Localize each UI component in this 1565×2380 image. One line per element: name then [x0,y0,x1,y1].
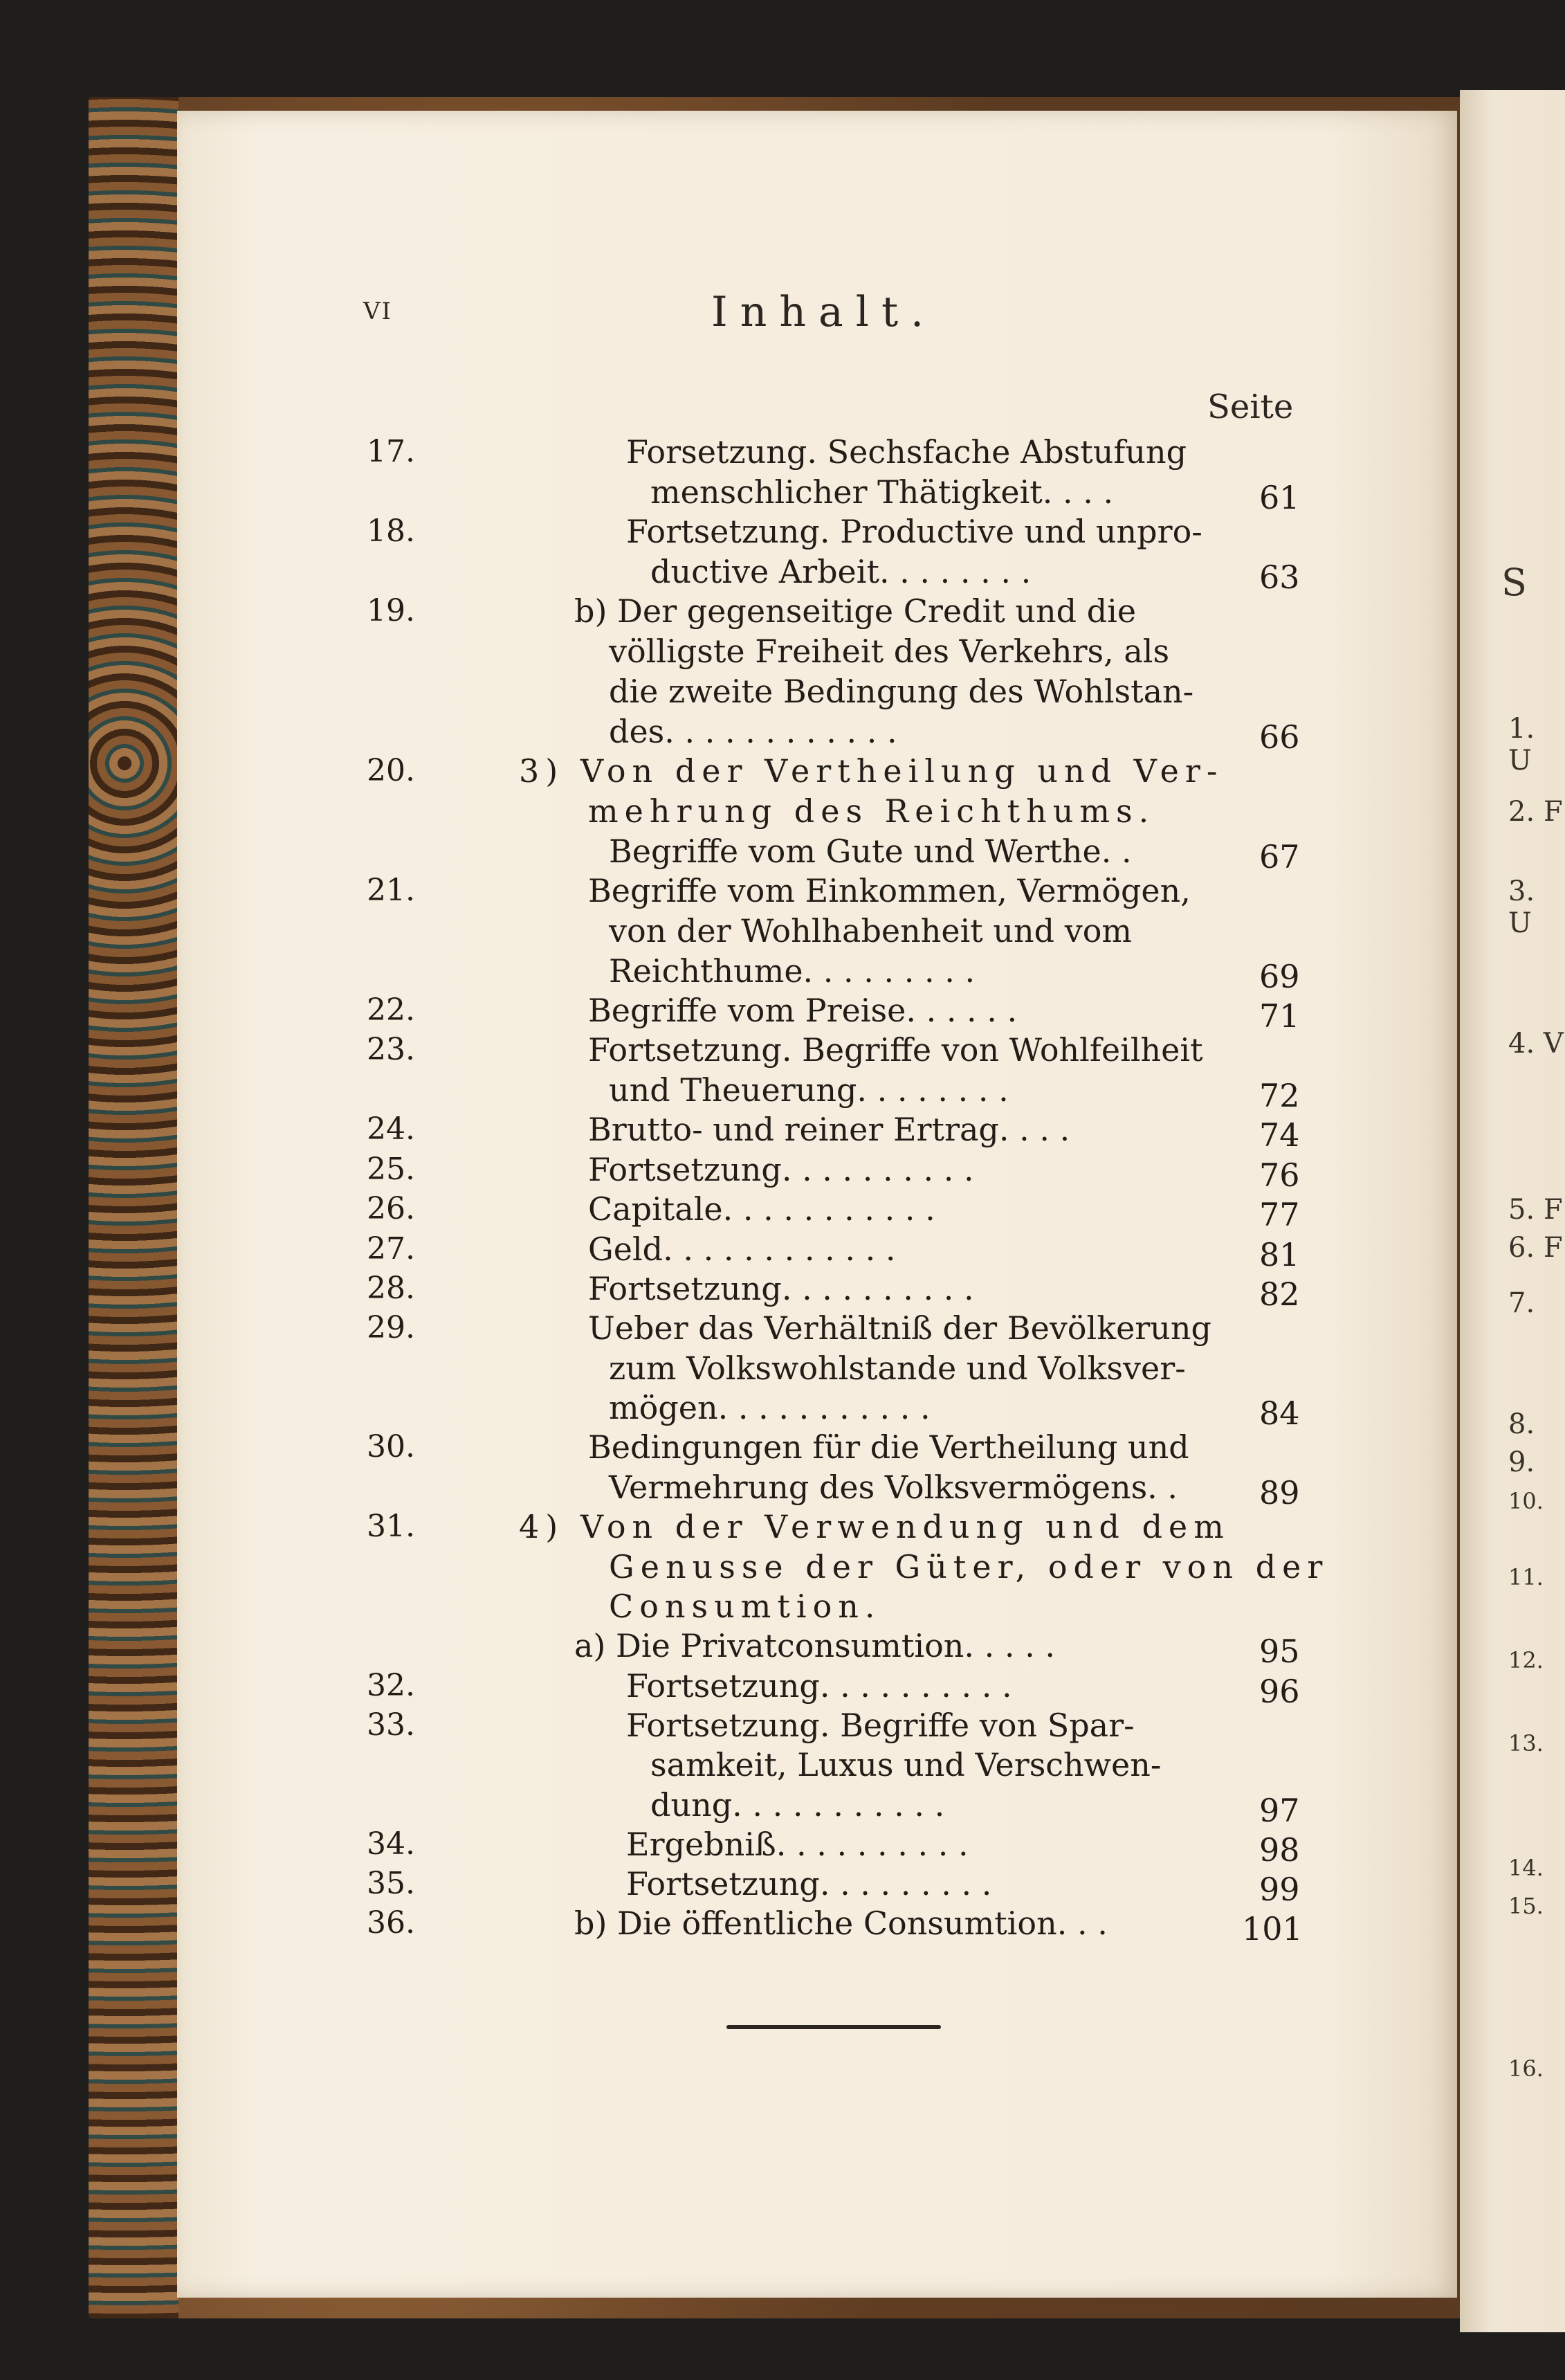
entry-text-line: Consumtion. [609,1588,881,1625]
end-rule [726,2025,941,2029]
entry-text-line: völligste Freiheit des Verkehrs, als [609,633,1170,670]
facing-fragment: 11. [1508,1564,1544,1590]
entry-page-number: 84 [1259,1395,1300,1432]
entry-number: 31. [367,1509,415,1544]
entry-text-line: des. . . . . . . . . . . . [609,713,897,750]
entry-number: 25. [367,1152,415,1187]
entry-number: 33. [367,1707,415,1743]
facing-fragment: 1. U [1508,713,1535,776]
entry-text-line: mögen. . . . . . . . . . . [609,1389,931,1426]
entry-text-line: zum Volkswohlstande und Volksver- [609,1350,1186,1387]
entry-text-line: von der Wohlhabenheit und vom [609,912,1133,950]
facing-fragment: 15. [1508,1893,1544,1919]
entry-number: 35. [367,1866,415,1901]
facing-fragment: 7. [1508,1287,1535,1319]
entry-text-line: 4) Von der Verwendung und dem [519,1508,1230,1545]
entry-page-number: 99 [1259,1871,1300,1908]
entry-number: 22. [367,992,415,1028]
entry-page-number: 61 [1259,479,1300,516]
entry-page-number: 74 [1259,1116,1300,1154]
facing-fragment: 4. V [1508,1028,1564,1060]
marbled-binding [89,97,179,2318]
facing-fragment: 5. F [1508,1194,1563,1226]
entry-number: 23. [367,1032,415,1067]
entry-text-line: Fortsetzung. . . . . . . . . [626,1865,992,1902]
entry-text-line: Fortsetzung. . . . . . . . . . [626,1667,1012,1705]
entry-number: 26. [367,1191,415,1226]
facing-fragment: 14. [1508,1855,1544,1881]
entry-number: 30. [367,1429,415,1464]
entry-page-number: 67 [1259,838,1300,875]
facing-fragment: 6. F [1508,1232,1563,1264]
facing-fragment: 10. [1508,1488,1544,1514]
entry-text-line: ductive Arbeit. . . . . . . . [650,553,1032,590]
entry-page-number: 82 [1259,1275,1300,1313]
entry-text-line: samkeit, Luxus und Verschwen- [650,1746,1162,1783]
entry-text-line: Fortsetzung. . . . . . . . . . [588,1151,974,1188]
entry-number: 28. [367,1271,415,1306]
seite-column-heading: Seite [1207,388,1294,426]
page-title: Inhalt. [711,288,937,336]
entry-page-number: 81 [1259,1236,1300,1273]
facing-page-edge [1460,90,1565,2332]
entry-text-line: mehrung des Reichthums. [588,792,1155,830]
entry-page-number: 69 [1259,958,1300,995]
facing-fragment: 12. [1508,1647,1544,1673]
facing-fragment: 16. [1508,2055,1544,2082]
entry-page-number: 95 [1259,1633,1300,1670]
entry-page-number: 89 [1259,1474,1300,1511]
entry-text-line: menschlicher Thätigkeit. . . . [650,473,1114,511]
entry-text-line: Genusse der Güter, oder von der [609,1548,1329,1586]
entry-text-line: Fortsetzung. Begriffe von Wohlfeilheit [588,1031,1203,1069]
facing-fragment: 9. [1508,1446,1535,1478]
facing-fragment: 13. [1508,1730,1544,1756]
entry-text-line: 3) Von der Vertheilung und Ver- [519,752,1224,790]
entry-number: 34. [367,1826,415,1862]
entry-page-number: 63 [1259,558,1300,596]
entry-text-line: Begriffe vom Einkommen, Vermögen, [588,872,1191,909]
entry-page-number: 66 [1259,718,1300,756]
entry-text-line: Vermehrung des Volksvermögens. . [609,1469,1178,1506]
entry-text-line: Fortsetzung. Begriffe von Spar- [626,1707,1135,1744]
entry-page-number: 96 [1259,1673,1300,1710]
entry-number: 36. [367,1905,415,1941]
entry-text-line: Ergebniß. . . . . . . . . . [626,1826,969,1863]
entry-text-line: Geld. . . . . . . . . . . . [588,1230,896,1268]
entry-page-number: 77 [1259,1196,1300,1233]
entry-text-line: Begriffe vom Gute und Werthe. . [609,833,1132,870]
entry-page-number: 72 [1259,1077,1300,1114]
entry-number: 21. [367,873,415,908]
entry-text-line: Reichthume. . . . . . . . . [609,952,976,990]
entry-page-number: 71 [1259,997,1300,1035]
facing-fragment: 2. F [1508,796,1563,828]
page-number: VI [363,298,392,325]
entry-number: 19. [367,593,415,628]
entry-text-line: b) Die öffentliche Consumtion. . . [574,1905,1108,1942]
entry-number: 17. [367,434,415,469]
entry-page-number: 76 [1259,1156,1300,1194]
facing-fragment: 3. U [1508,875,1535,939]
entry-text-line: Forsetzung. Sechsfache Abstufung [626,433,1187,471]
entry-text-line: und Theuerung. . . . . . . . [609,1071,1009,1109]
entry-text-line: Begriffe vom Preise. . . . . . [588,992,1018,1029]
entry-text-line: dung. . . . . . . . . . . [650,1786,945,1824]
entry-number: 18. [367,514,415,549]
entry-page-number: 101 [1242,1910,1303,1947]
entry-number: 29. [367,1310,415,1345]
facing-fragment: S [1501,561,1527,604]
entry-text-line: b) Der gegenseitige Credit und die [574,592,1137,630]
entry-text-line: Ueber das Verhältniß der Bevölkerung [588,1309,1211,1347]
entry-text-line: Fortsetzung. Productive und unpro- [626,513,1202,550]
entry-text-line: Capitale. . . . . . . . . . . [588,1190,935,1228]
entry-text-line: Fortsetzung. . . . . . . . . . [588,1270,974,1307]
entry-text-line: die zweite Bedingung des Wohlstan- [609,673,1194,710]
entry-text-line: Bedingungen für die Vertheilung und [588,1428,1189,1466]
entry-number: 24. [367,1111,415,1147]
facing-fragment: 8. [1508,1408,1535,1440]
entry-page-number: 97 [1259,1792,1300,1829]
entry-number: 32. [367,1668,415,1703]
entry-number: 27. [367,1231,415,1266]
entry-page-number: 98 [1259,1831,1300,1869]
entry-text-line: Brutto- und reiner Ertrag. . . . [588,1111,1070,1148]
entry-text-line: a) Die Privatconsumtion. . . . . [574,1627,1056,1664]
entry-number: 20. [367,753,415,788]
